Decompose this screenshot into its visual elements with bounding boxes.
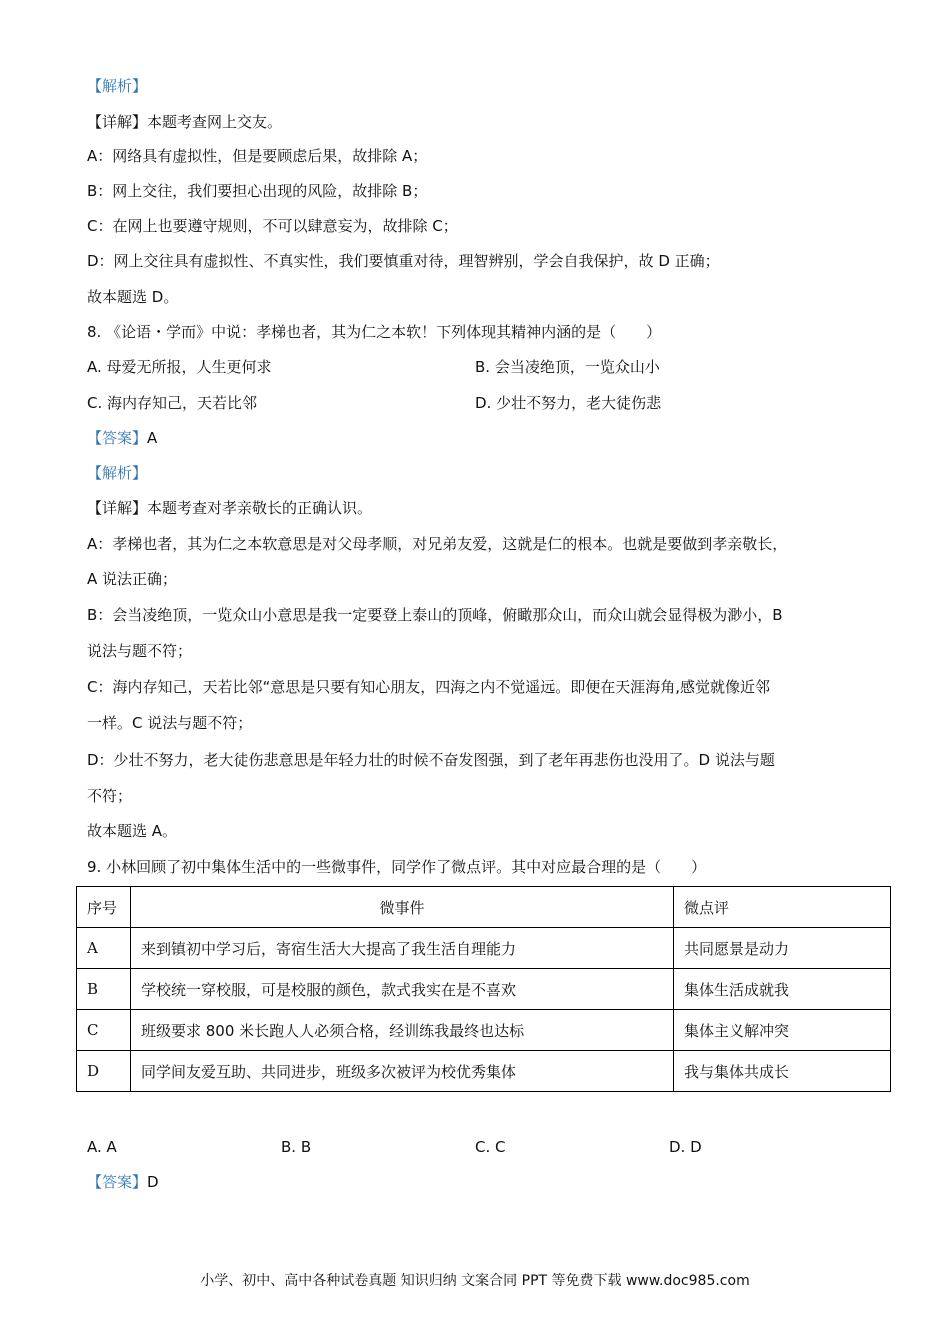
table-cell: B [77, 969, 131, 1010]
q9-option-b: B. B [281, 1138, 312, 1156]
table-cell: C [77, 1010, 131, 1051]
q9-answer [87, 1172, 159, 1192]
header-cell: 微点评 [674, 887, 891, 928]
question-9-stem: 9. 小林回顾了初中集体生活中的一些微事件，同学作了微点评。其中对应最合理的是（ ） [87, 858, 707, 876]
q8-option-b: B. 会当凌绝顶，一览众山小 [475, 358, 660, 376]
events-table [76, 886, 891, 1092]
table-cell: 集体主义解冲突 [674, 1010, 891, 1051]
analysis-c: C：在网上也要遵守规则，不可以肆意妄为，故排除 C； [87, 217, 458, 235]
header-cell: 微事件 [131, 887, 674, 928]
table-cell: 来到镇初中学习后，寄宿生活大大提高了我生活自理能力 [131, 928, 674, 969]
conclusion: 故本题选 A。 [87, 822, 178, 840]
table-row [77, 1051, 891, 1092]
q8-answer [87, 428, 157, 448]
q8-option-a: A. 母爱无所报，人生更何求 [87, 358, 272, 376]
analysis-b: B：网上交往，我们要担心出现的风险，故排除 B； [87, 182, 428, 200]
table-row [77, 1010, 891, 1051]
detail-text: 【详解】本题考查网上交友。 [87, 113, 283, 131]
table-row [77, 928, 891, 969]
analysis-c-line2: 一样。C 说法与题不符； [87, 714, 253, 732]
table-cell: A [77, 928, 131, 969]
q9-option-d: D. D [669, 1138, 702, 1156]
analysis-b-line2: 说法与题不符； [87, 642, 193, 660]
table-cell: 我与集体共成长 [674, 1051, 891, 1092]
analysis-a-line2: A 说法正确； [87, 570, 178, 588]
table-row [77, 969, 891, 1010]
header-cell: 序号 [77, 887, 131, 928]
table-cell: 同学间友爱互助、共同进步，班级多次被评为校优秀集体 [131, 1051, 674, 1092]
q9-option-a: A. A [87, 1138, 117, 1156]
analysis-c-line1: C：海内存知己，天若比邻“意思是只要有知心朋友，四海之内不觉遥远。即便在天涯海角,感觉就像近邻 [87, 678, 771, 696]
conclusion: 故本题选 D。 [87, 288, 179, 306]
analysis-d-line2: 不符； [87, 787, 133, 805]
analysis-a-line1: A：孝梯也者，其为仁之本软意思是对父母孝顺，对兄弟友爱，这就是仁的根本。也就是要做到孝亲敬长， [87, 535, 788, 553]
table-cell: D [77, 1051, 131, 1092]
analysis-d-line1: D：少壮不努力，老大徒伤悲意思是年轻力壮的时候不奋发图强，到了老年再悲伤也没用了。D 说法与题 [87, 751, 775, 769]
table-cell: 班级要求 800 米长跑人人必须合格，经训练我最终也达标 [131, 1010, 674, 1051]
analysis-heading: 【解析】 [87, 464, 148, 482]
analysis-a: A：网络具有虚拟性，但是要顾虑后果，故排除 A； [87, 147, 428, 165]
analysis-b-line1: B：会当凌绝顶，一览众山小意思是我一定要登上泰山的顶峰，俯瞰那众山，而众山就会显得极为渺小，B [87, 606, 783, 624]
q8-option-d: D. 少壮不努力，老大徒伤悲 [475, 394, 662, 412]
table-cell: 集体生活成就我 [674, 969, 891, 1010]
question-8-stem: 8. 《论语・学而》中说：孝梯也者，其为仁之本软！下列体现其精神内涵的是（ ） [87, 323, 662, 341]
q8-option-c: C. 海内存知己，天若比邻 [87, 394, 258, 412]
table-cell: 学校统一穿校服，可是校服的颜色，款式我实在是不喜欢 [131, 969, 674, 1010]
answer-value: A [147, 429, 158, 447]
table-cell: 共同愿景是动力 [674, 928, 891, 969]
analysis-heading: 【解析】 [87, 77, 148, 95]
page-footer: 小学、初中、高中各种试卷真题 知识归纳 文案合同 PPT 等免费下载 www.doc985.com [200, 1273, 750, 1289]
answer-tag: 【答案】 [87, 1173, 148, 1191]
q9-option-c: C. C [475, 1138, 506, 1156]
detail-text: 【详解】本题考查对孝亲敬长的正确认识。 [87, 499, 373, 517]
analysis-d: D：网上交往具有虚拟性、不真实性，我们要慎重对待，理智辨别，学会自我保护，故 D 正确； [87, 252, 720, 270]
answer-tag: 【答案】 [87, 429, 148, 447]
answer-value: D [147, 1173, 159, 1191]
table-header-row [77, 887, 891, 928]
